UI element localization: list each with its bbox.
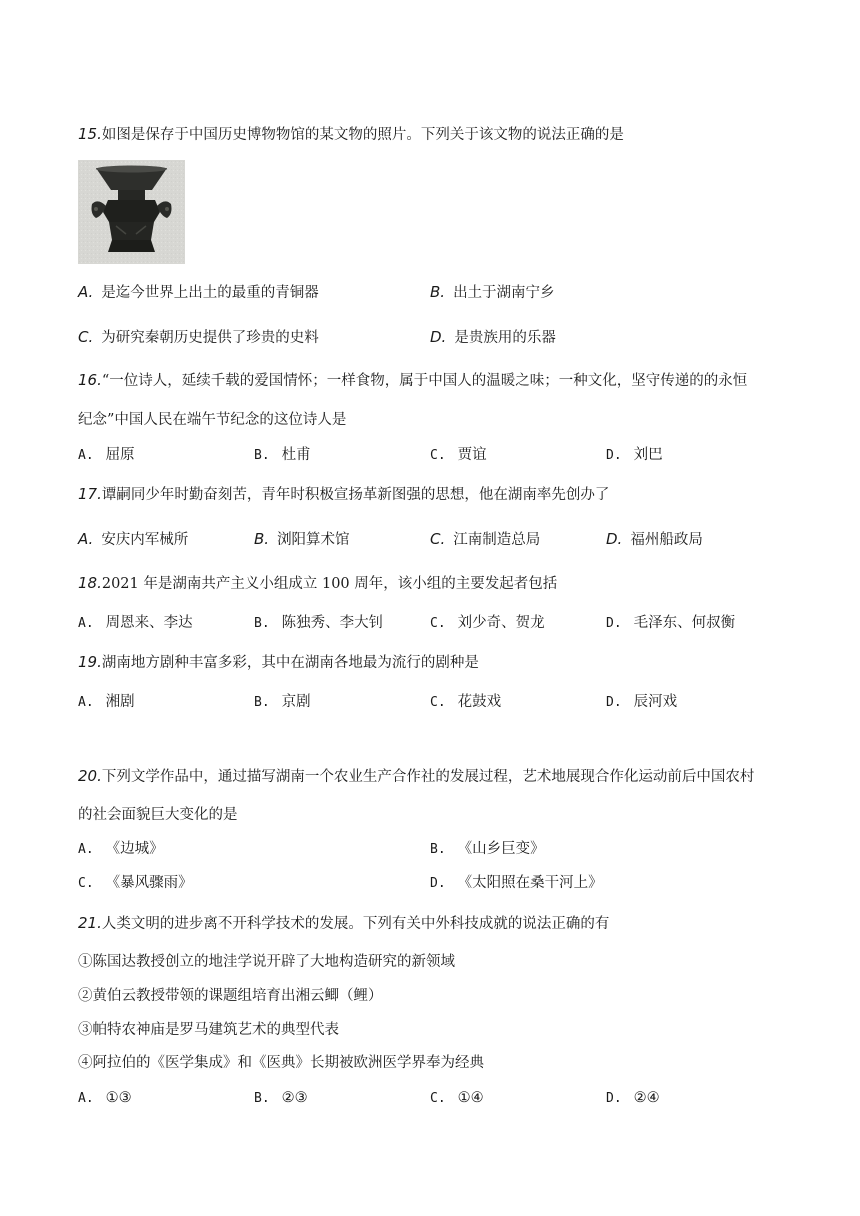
question-19-option-c[interactable] [430,692,501,713]
option-letter: D. [430,876,446,891]
option-text: 刘少奇、贺龙 [457,615,545,631]
question-number: 18. [78,574,102,592]
option-text: 浏阳算术馆 [277,532,350,548]
question-number: 19. [78,653,102,671]
question-21-option-b[interactable] [254,1088,308,1109]
question-17-option-a[interactable] [78,529,188,550]
question-17-option-b[interactable] [254,529,350,550]
option-text: 安庆内军械所 [101,532,189,548]
question-text: 人类文明的进步离不开科学技术的发展。下列有关中外科技成就的说法正确的有 [101,916,610,932]
question-16-option-c[interactable] [430,445,487,466]
question-17-stem [78,484,609,505]
option-text: 杜甫 [281,447,311,463]
question-text: 如图是保存于中国历史博物物馆的某文物的照片。下列关于该文物的说法正确的是 [101,127,624,143]
option-text: ②③ [281,1090,308,1106]
option-text: 花鼓戏 [457,694,502,710]
option-letter: B. [254,530,270,548]
option-text: 《暴风骤雨》 [105,875,193,891]
option-letter: A. [78,530,94,548]
option-text: 京剧 [281,694,311,710]
question-20-stem-continued [78,805,238,825]
question-21-statement-4: ④阿拉伯的《医学集成》和《医典》长期被欧洲医学界奉为经典 [78,1055,484,1071]
option-letter: A. [78,283,94,301]
question-18-option-a[interactable] [78,613,193,634]
question-20-option-b[interactable] [430,839,545,860]
option-text: 辰河戏 [633,694,678,710]
option-letter: D. [606,448,622,463]
option-letter: A. [78,695,94,710]
option-text: 湘剧 [105,694,135,710]
question-text: “一位诗人，延续千载的爱国情怀；一样食物，属于中国人的温暖之味；一种文化，坚守传递的的永恒 [101,373,748,389]
question-16-option-d[interactable] [606,445,663,466]
option-letter: A. [78,616,94,631]
question-21-option-d[interactable] [606,1088,660,1109]
question-20-option-c[interactable] [78,873,193,894]
option-text: ①③ [105,1090,132,1106]
option-letter: D. [606,695,622,710]
question-21-stem [78,913,609,934]
question-20-option-d[interactable] [430,873,603,894]
option-letter: C. [430,530,446,548]
option-letter: D. [430,328,447,346]
option-text: 出土于湖南宁乡 [453,285,555,301]
question-number: 16. [78,371,102,389]
option-letter: A. [78,448,94,463]
option-text: 为研究秦朝历史提供了珍贵的史料 [101,330,319,346]
question-18-stem [78,573,557,594]
bronze-zun-photo [78,160,185,264]
question-17-option-c[interactable] [430,529,540,550]
option-text: 贾谊 [457,447,487,463]
question-15-option-d[interactable] [430,327,556,348]
question-16-option-a[interactable] [78,445,135,466]
question-text: 谭嗣同少年时勤奋刻苦，青年时积极宣扬革新图强的思想，他在湖南率先创办了 [101,487,610,503]
option-text: 是迄今世界上出土的最重的青铜器 [101,285,319,301]
question-16-option-b[interactable] [254,445,311,466]
question-18-option-d[interactable] [606,613,735,634]
option-letter: B. [254,695,270,710]
option-letter: B. [254,1091,270,1106]
option-letter: D. [606,1091,622,1106]
option-text: ①④ [457,1090,484,1106]
question-15-stem [78,124,624,145]
question-21-statement-1: ①陈国达教授创立的地洼学说开辟了大地构造研究的新领域 [78,954,455,970]
question-19-stem [78,652,479,673]
question-text: 纪念”中国人民在端午节纪念的这位诗人是 [78,412,347,428]
question-number: 21. [78,914,102,932]
option-letter: C. [430,448,446,463]
question-text: 湖南地方剧种丰富多彩，其中在湖南各地最为流行的剧种是 [101,655,479,671]
question-15-option-b[interactable] [430,282,555,303]
question-21-option-a[interactable] [78,1088,132,1109]
option-letter: B. [254,616,270,631]
option-text: 是贵族用的乐器 [454,330,556,346]
option-text: 刘巴 [633,447,663,463]
option-text: 《太阳照在桑干河上》 [457,875,603,891]
option-letter: C. [430,616,446,631]
question-19-option-d[interactable] [606,692,677,713]
option-letter: C. [430,1091,446,1106]
question-text: 2021 年是湖南共产主义小组成立 100 周年，该小组的主要发起者包括 [101,576,558,592]
question-number: 17. [78,485,102,503]
option-text: 屈原 [105,447,135,463]
option-text: 《山乡巨变》 [457,841,545,857]
question-18-option-c[interactable] [430,613,545,634]
question-15-option-c[interactable] [78,327,319,348]
option-text: 《边城》 [105,841,164,857]
question-17-option-d[interactable] [606,529,703,550]
question-text: 的社会面貌巨大变化的是 [78,807,238,823]
question-19-option-b[interactable] [254,692,311,713]
option-letter: B. [430,842,446,857]
question-21-option-c[interactable] [430,1088,484,1109]
question-21-statement-3: ③帕特农神庙是罗马建筑艺术的典型代表 [78,1022,339,1038]
option-letter: D. [606,616,622,631]
option-letter: C. [430,695,446,710]
question-16-stem-continued [78,410,346,430]
option-text: 陈独秀、李大钊 [281,615,384,631]
question-21-statement-2: ②黄伯云教授带领的课题组培育出湘云鲫（鲤） [78,988,383,1004]
question-20-option-a[interactable] [78,839,164,860]
question-16-stem [78,370,747,391]
question-18-option-b[interactable] [254,613,383,634]
question-text: 下列文学作品中，通过描写湖南一个农业生产合作社的发展过程，艺术地展现合作化运动前后中国农村 [101,769,755,785]
question-20-stem [78,766,754,787]
option-letter: A. [78,842,94,857]
option-text: 毛泽东、何叔衡 [633,615,736,631]
question-15-option-a[interactable] [78,282,319,303]
option-letter: C. [78,876,94,891]
option-letter: D. [606,530,623,548]
option-letter: A. [78,1091,94,1106]
option-letter: B. [254,448,270,463]
option-letter: B. [430,283,446,301]
option-text: 周恩来、李达 [105,615,193,631]
option-text: 福州船政局 [630,532,703,548]
option-text: 江南制造总局 [453,532,541,548]
question-number: 20. [78,767,102,785]
option-letter: C. [78,328,94,346]
question-number: 15. [78,125,102,143]
option-text: ②④ [633,1090,660,1106]
question-19-option-a[interactable] [78,692,135,713]
